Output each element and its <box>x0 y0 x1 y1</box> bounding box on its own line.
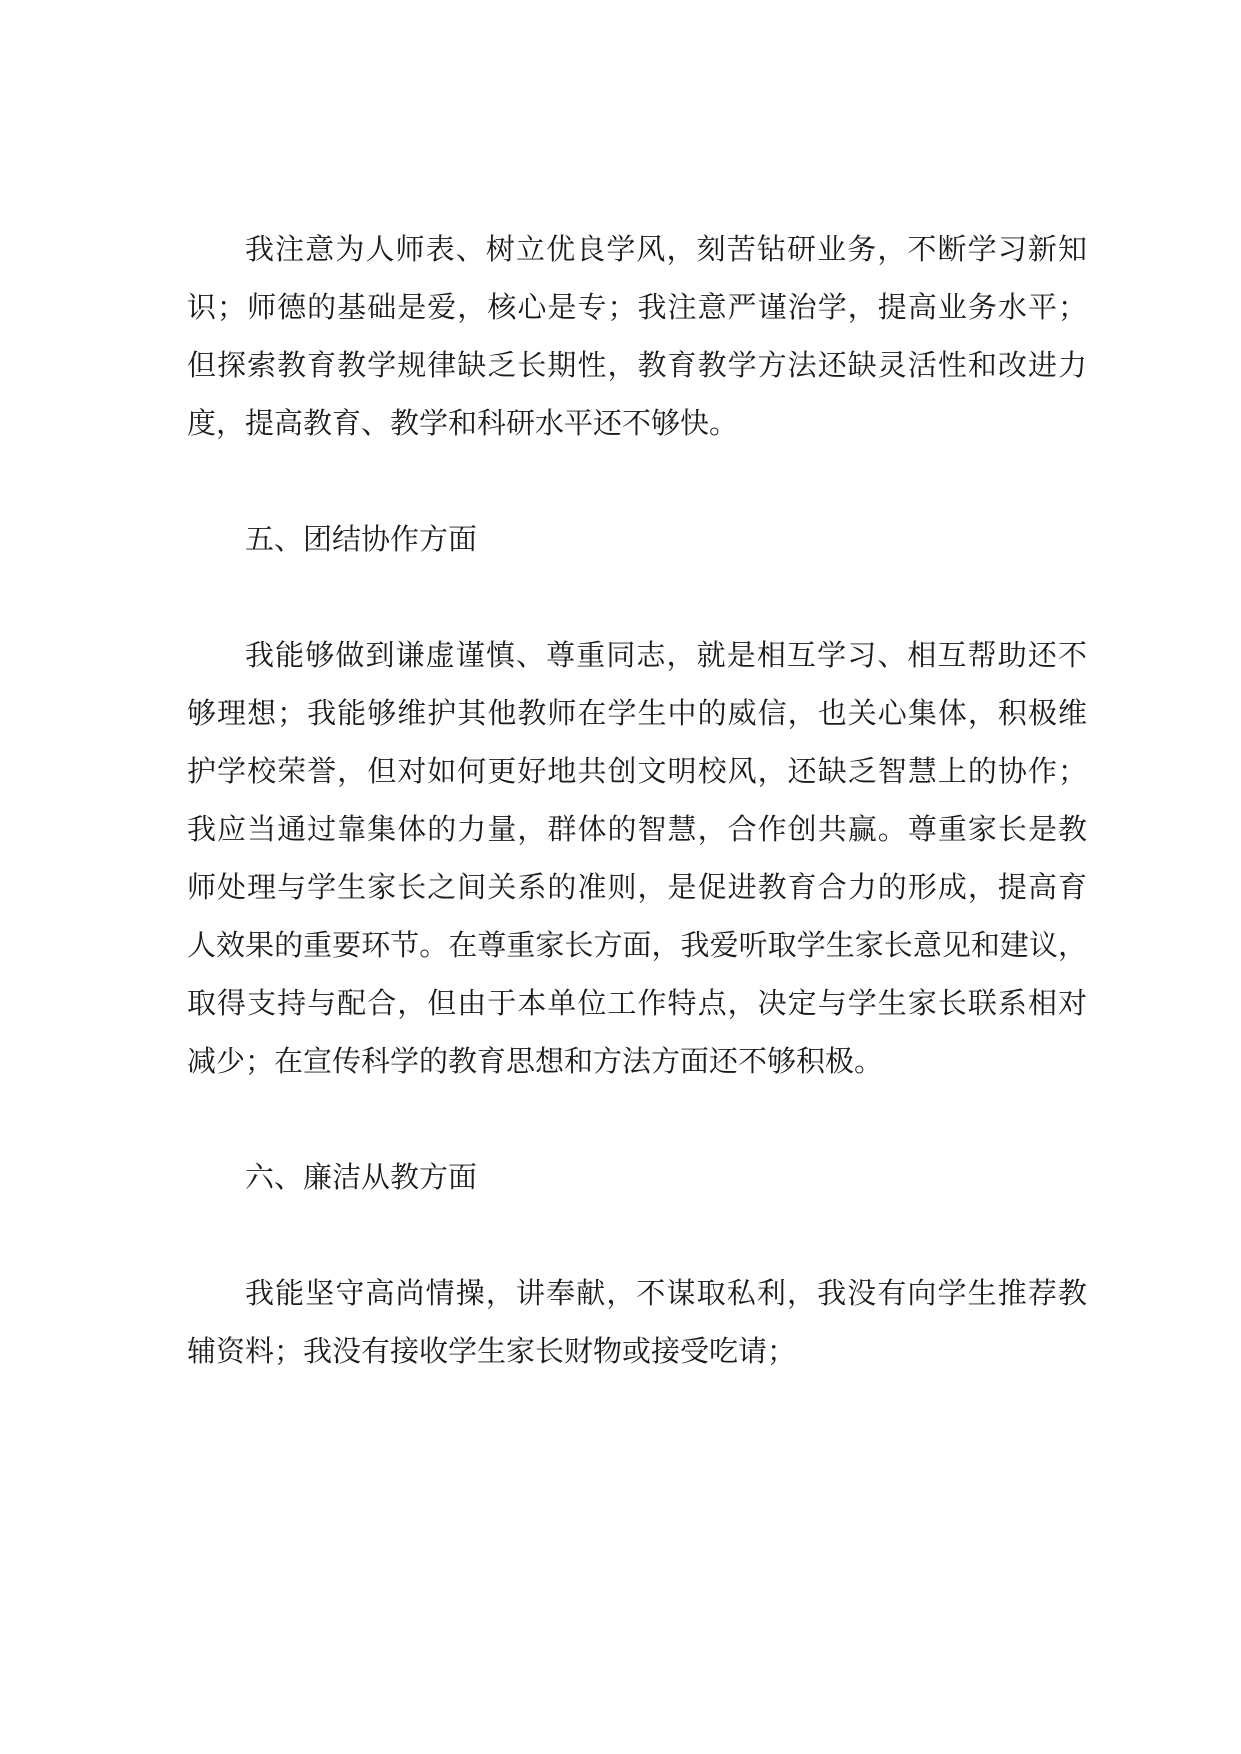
paragraph-line: 辅资料；我没有接收学生家长财物或接受吃请； <box>187 1334 797 1368</box>
paragraph-line: 识；师德的基础是爱，核心是专；我注意严谨治学，提高业务水平； <box>187 290 1087 324</box>
paragraph-line: 但探索教育教学规律缺乏长期性，教育教学方法还缺灵活性和改进力 <box>187 348 1087 382</box>
paragraph-line: 我应当通过靠集体的力量，群体的智慧，合作创共赢。尊重家长是教 <box>187 812 1087 846</box>
paragraph-line: 取得支持与配合，但由于本单位工作特点，决定与学生家长联系相对 <box>187 986 1087 1020</box>
paragraph-line: 我能坚守高尚情操，讲奉献，不谋取私利，我没有向学生推荐教 <box>245 1276 1087 1310</box>
paragraph-line: 我能够做到谦虚谨慎、尊重同志，就是相互学习、相互帮助还不 <box>245 638 1087 672</box>
paragraph-line: 度，提高教育、教学和科研水平还不够快。 <box>187 406 739 440</box>
paragraph-line: 我注意为人师表、树立优良学风，刻苦钻研业务，不断学习新知 <box>245 232 1087 266</box>
paragraph-line: 够理想；我能够维护其他教师在学生中的威信，也关心集体，积极维 <box>187 696 1087 730</box>
section-heading-integrity: 六、廉洁从教方面 <box>245 1160 478 1194</box>
paragraph-line: 护学校荣誉，但对如何更好地共创文明校风，还缺乏智慧上的协作； <box>187 754 1087 788</box>
paragraph-line: 师处理与学生家长之间关系的准则，是促进教育合力的形成，提高育 <box>187 870 1087 904</box>
paragraph-line: 人效果的重要环节。在尊重家长方面，我爱听取学生家长意见和建议， <box>187 928 1087 962</box>
section-heading-teamwork: 五、团结协作方面 <box>245 522 478 556</box>
paragraph-line: 减少；在宣传科学的教育思想和方法方面还不够积极。 <box>187 1044 884 1078</box>
